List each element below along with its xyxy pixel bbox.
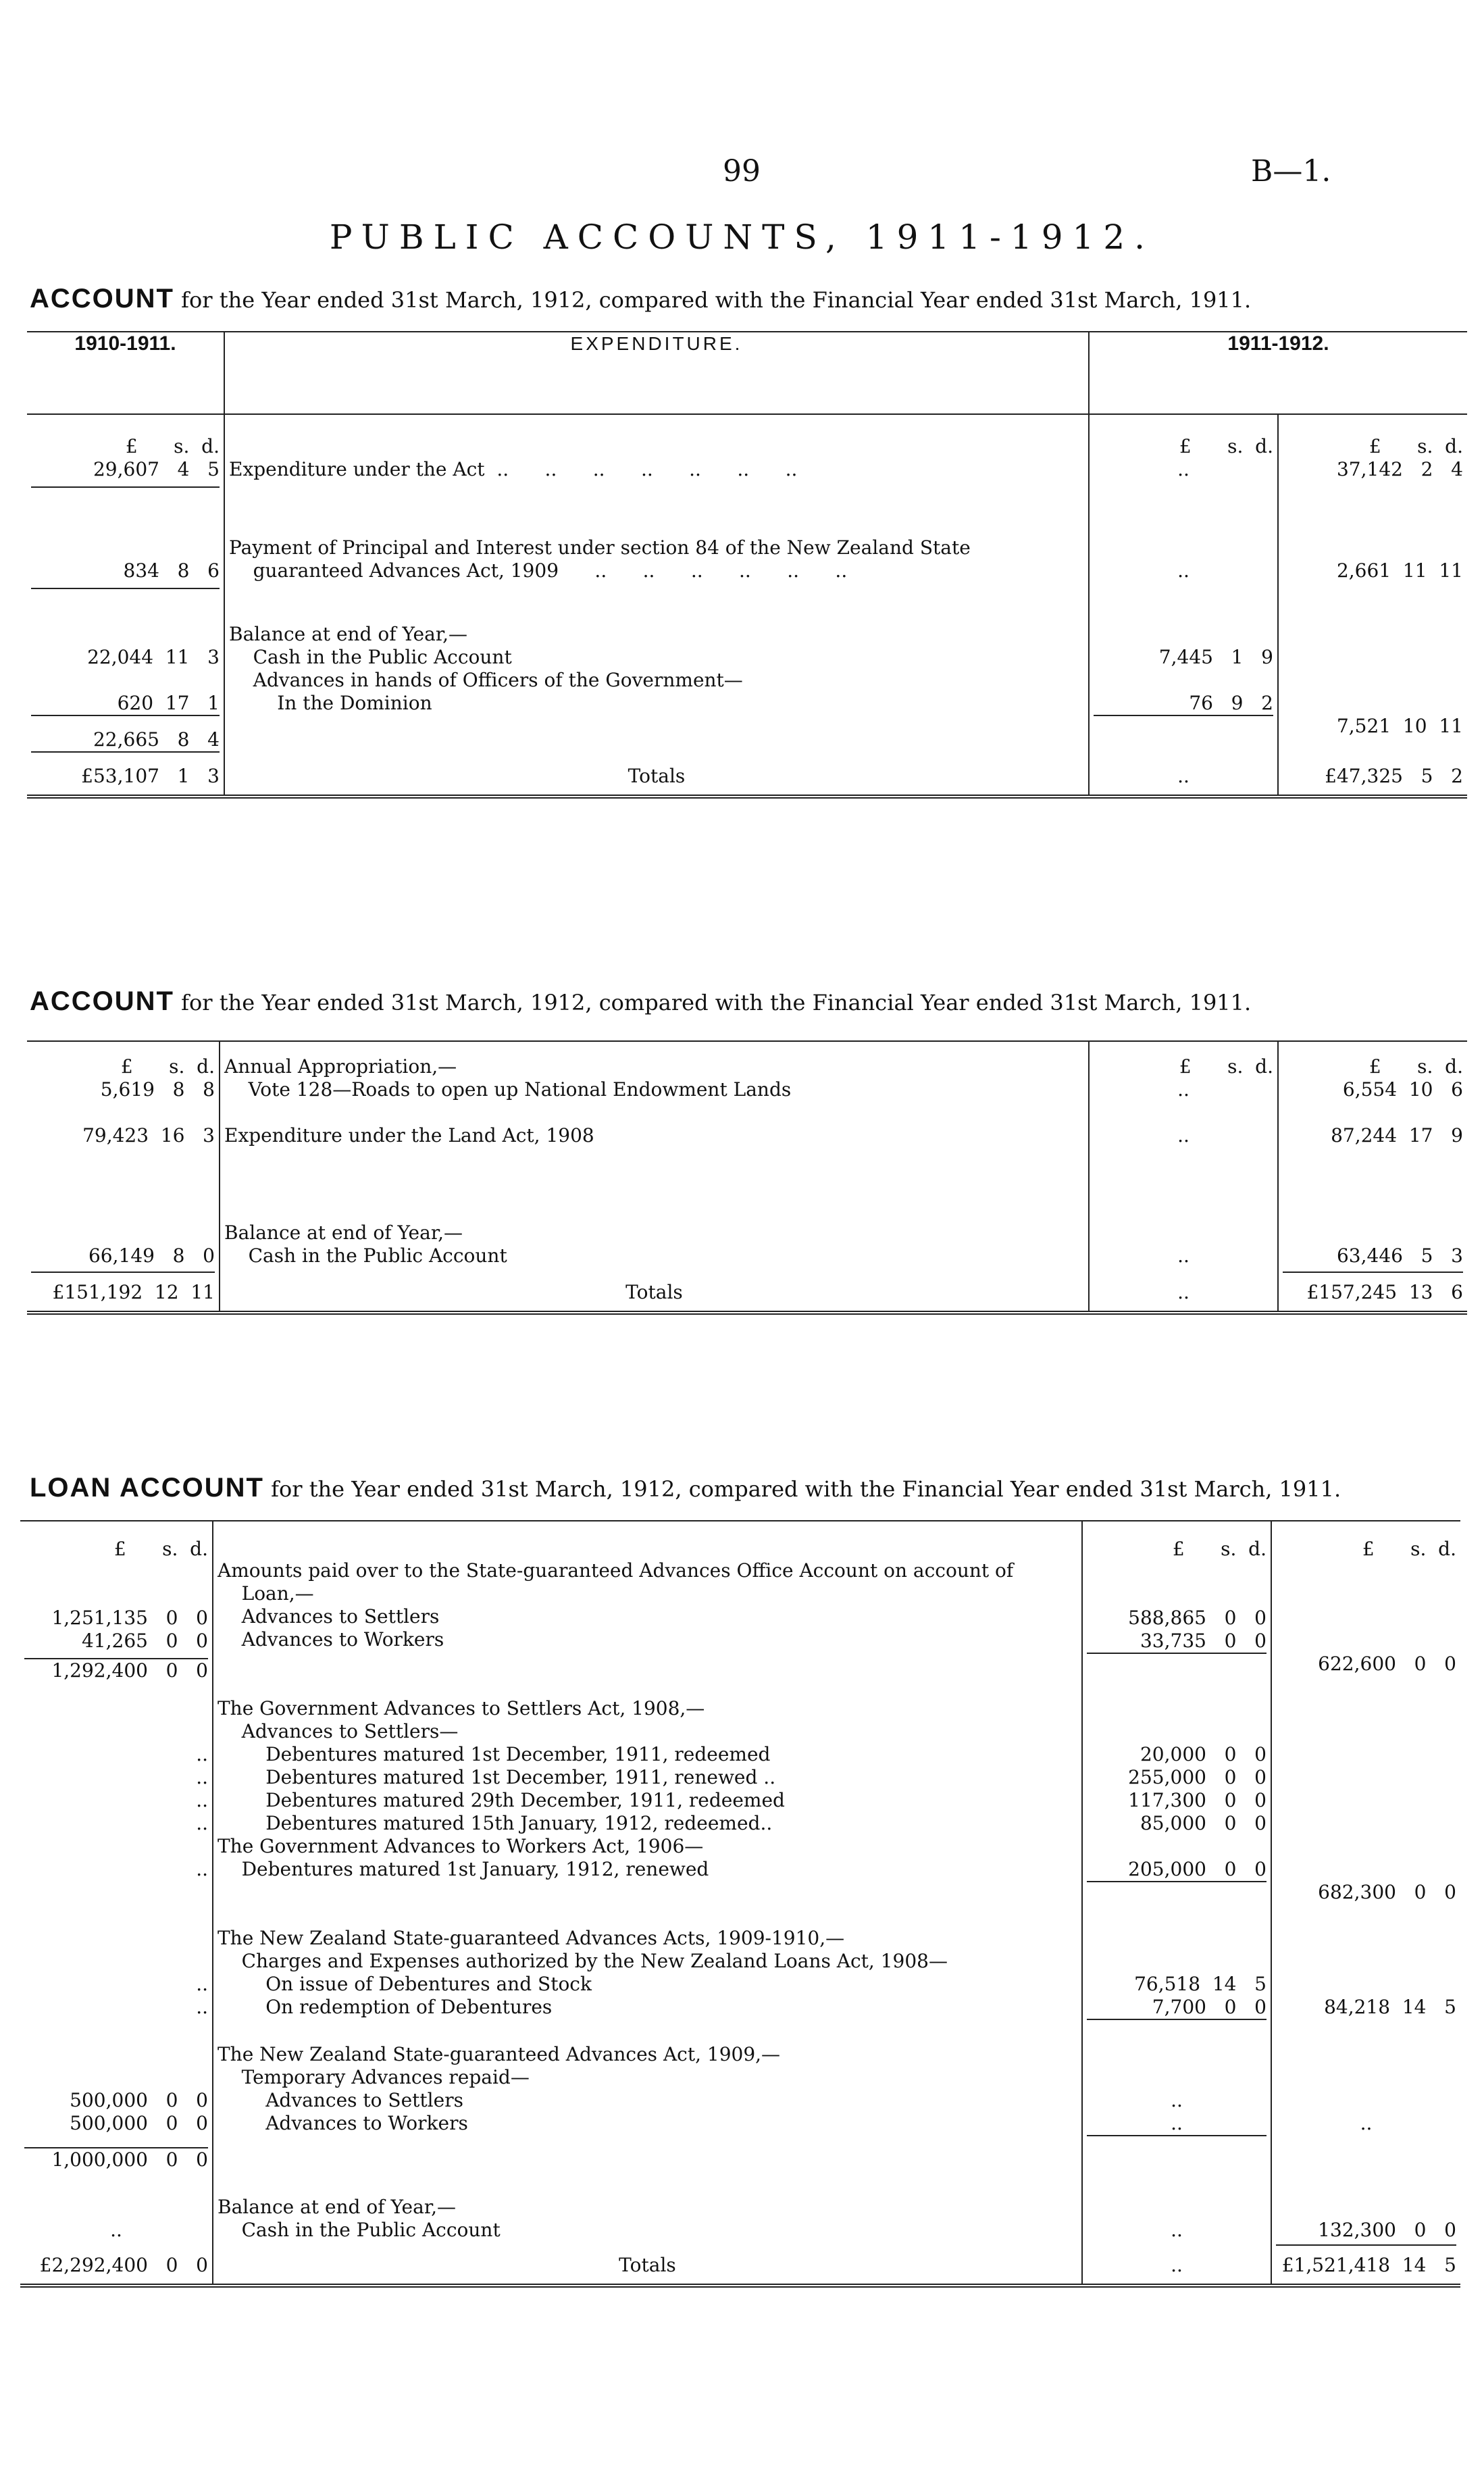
account2-row3-sub: .. bbox=[1089, 1147, 1278, 1273]
account2-title bbox=[30, 986, 1251, 1017]
account3-s5-sub: .. bbox=[1171, 2219, 1183, 2241]
account2-row1-desc: Annual Appropriation,— Vote 128—Roads to open up National Endowment Lands bbox=[224, 1055, 792, 1101]
account1-title-rest: for the Year ended 31st March, 1912, compared with the Financial Year ended 31st March, 1911. bbox=[181, 287, 1252, 313]
account2-totals-prev: £151,192 12 11 bbox=[52, 1281, 215, 1303]
account1-row3-prev2: 620 17 1 bbox=[31, 692, 220, 716]
account1-row1-sub: .. bbox=[1177, 458, 1189, 480]
account1-row3-sub2: 76 9 2 bbox=[1094, 692, 1273, 716]
account1-totals-sub: .. bbox=[1089, 753, 1278, 797]
account1-row3-sub1: 7,445 1 9 bbox=[1158, 646, 1273, 668]
account2-row2-total: 87,244 17 9 bbox=[1278, 1101, 1467, 1147]
account3-s4-prev: 500,000 0 0 500,000 0 0 bbox=[70, 2089, 208, 2134]
account3-s2-prev: .. .. .. .. .. bbox=[196, 1743, 208, 1880]
account2-row2-desc: Expenditure under the Land Act, 1908 bbox=[224, 1124, 594, 1147]
unit-label: £ s. d. bbox=[1172, 1538, 1266, 1560]
account2-title-rest: for the Year ended 31st March, 1912, compared with the Financial Year ended 31st March, 1911. bbox=[181, 990, 1252, 1015]
unit-label: £ s. d. bbox=[125, 435, 220, 457]
account3-s3-total: 84,218 14 5 bbox=[1324, 1996, 1456, 2018]
account2-table bbox=[27, 1040, 1467, 1315]
account1-title-bold: ACCOUNT bbox=[30, 284, 174, 313]
account1-table bbox=[27, 331, 1467, 799]
account1-totals-label: Totals bbox=[224, 753, 1089, 797]
account3-s2-sub: 20,000 0 0 255,000 0 0 117,300 0 0 85,000 0 0 205,000 0 0 bbox=[1087, 1697, 1266, 1882]
leader-dots: .. .. .. .. .. .. .. bbox=[484, 458, 798, 480]
account2-row3-prev: 66,149 8 0 bbox=[31, 1244, 215, 1273]
account1-row1-total: 37,142 2 4 bbox=[1336, 458, 1463, 480]
account1-row2-desc: Payment of Principal and Interest under section 84 of the New Zealand State guaranteed Advances Act, 1909 bbox=[229, 536, 971, 582]
account3-s1-sub: 588,865 0 0 33,735 0 0 bbox=[1087, 1561, 1266, 1654]
account3-s5-prev: .. bbox=[110, 2219, 122, 2241]
account3-table bbox=[20, 1520, 1460, 2288]
account3-s3-desc: The New Zealand State-guaranteed Advances Acts, 1909-1910,— Charges and Expenses authorized by the New Zealand Loans Act, 1908— On issue of Debentures and Stock On redemption of Debentures bbox=[218, 1927, 948, 2018]
account2-title-bold: ACCOUNT bbox=[30, 986, 174, 1016]
account3-title-rest: for the Year ended 31st March, 1912, compared with the Financial Year ended 31st March, 1911. bbox=[271, 1476, 1341, 1502]
account1-row2-sub: .. bbox=[1089, 488, 1278, 589]
account1-col-mid: EXPENDITURE. bbox=[224, 332, 1089, 414]
account2-row3-total: 63,446 5 3 bbox=[1283, 1244, 1463, 1273]
account1-totals-total: £47,325 5 2 bbox=[1278, 753, 1467, 797]
unit-label: £ s. d. bbox=[1368, 435, 1463, 457]
unit-label: £ s. d. bbox=[120, 1055, 215, 1078]
account3-s4-desc: The New Zealand State-guaranteed Advances Act, 1909,— Temporary Advances repaid— Advances to Settlers Advances to Workers bbox=[218, 2043, 781, 2134]
account2-row3-desc: Balance at end of Year,— Cash in the Public Account bbox=[224, 1222, 507, 1267]
account3-s1-prev-total: 1,292,400 0 0 bbox=[24, 1658, 208, 1682]
account2-row2-prev: 79,423 16 3 bbox=[82, 1124, 215, 1147]
account3-title bbox=[30, 1473, 1341, 1503]
page-number: 99 bbox=[723, 154, 761, 188]
account3-title-bold: LOAN ACCOUNT bbox=[30, 1473, 264, 1503]
unit-label: £ s. d. bbox=[1179, 1055, 1273, 1078]
account2-totals-sub: .. bbox=[1089, 1273, 1278, 1313]
account2-row1-total: 6,554 10 6 bbox=[1342, 1078, 1463, 1101]
account1-row2-total: 2,661 11 11 bbox=[1278, 488, 1467, 589]
unit-label: £ s. d. bbox=[1368, 1055, 1463, 1078]
account3-s4-prev-total: 1,000,000 0 0 bbox=[24, 2147, 208, 2171]
account3-totals-sub: .. bbox=[1082, 2246, 1271, 2286]
account3-s3-sub: 76,518 14 5 7,700 0 0 bbox=[1087, 1927, 1266, 2020]
account2-totals-label: Totals bbox=[220, 1273, 1089, 1313]
account1-totals-prev: £53,107 1 3 bbox=[81, 765, 220, 787]
account1-row1-prev: 29,607 4 5 bbox=[31, 458, 220, 488]
page-title: PUBLIC ACCOUNTS, 1911-1912. bbox=[329, 218, 1155, 257]
unit-label: £ s. d. bbox=[1362, 1538, 1456, 1560]
leader-dots: .. .. .. .. .. .. bbox=[559, 559, 848, 582]
unit-label: £ s. d. bbox=[1179, 435, 1273, 457]
account1-row3-total: 7,521 10 11 bbox=[1278, 589, 1467, 753]
account3-s3-prev: .. .. bbox=[196, 1973, 208, 2018]
account3-totals-total: £1,521,418 14 5 bbox=[1271, 2246, 1460, 2286]
account3-s2-total: 682,300 0 0 bbox=[1318, 1881, 1456, 1903]
account3-s1-total: 622,600 0 0 bbox=[1318, 1653, 1456, 1675]
account1-row3-prev-total: 22,665 8 4 bbox=[31, 716, 220, 753]
account1-row3-desc: Balance at end of Year,— Cash in the Public Account Advances in hands of Officers of the Government— In the Dominion bbox=[229, 623, 743, 714]
account3-s4-sub: .. .. bbox=[1087, 2043, 1266, 2136]
account3-s1-desc: Amounts paid over to the State-guaranteed Advances Office Account on account of Loan,— Advances to Settlers Advances to Workers bbox=[218, 1559, 1014, 1651]
account2-totals-total: £157,245 13 6 bbox=[1278, 1273, 1467, 1313]
account3-totals-label: Totals bbox=[213, 2246, 1082, 2286]
account2-row1-prev: 5,619 8 8 bbox=[100, 1078, 215, 1101]
account1-row3-prev1: 22,044 11 3 bbox=[87, 646, 220, 668]
account3-s2-desc: The Government Advances to Settlers Act, 1908,— Advances to Settlers— Debentures matured 1st December, 1911, redeemed Debentures matured 1st December, 1911, renewed .. Debentures matured 29th December, 1911, redeemed Debentures matured 15th January, 1912, redeemed.. The Government Advances to Workers Act, 1906— Debentures matured 1st January, 1912, renewed bbox=[218, 1697, 785, 1880]
account3-totals-prev: £2,292,400 0 0 bbox=[39, 2254, 208, 2276]
account1-col-prev: 1910-1911. bbox=[27, 332, 224, 414]
account2-row2-sub: .. bbox=[1089, 1101, 1278, 1147]
unit-label: £ s. d. bbox=[113, 1538, 208, 1560]
account1-title bbox=[30, 284, 1251, 314]
account3-s5-total: 132,300 0 0 bbox=[1276, 2219, 1456, 2246]
account3-s4-total: .. bbox=[1360, 2112, 1373, 2134]
account1-row1-desc: Expenditure under the Act bbox=[229, 458, 485, 480]
account3-s5-desc: Balance at end of Year,— Cash in the Public Account bbox=[218, 2196, 501, 2241]
account2-row1-sub: .. bbox=[1177, 1078, 1189, 1101]
document-code: B—1. bbox=[1251, 154, 1331, 188]
account1-col-cur: 1911-1912. bbox=[1089, 332, 1467, 414]
account1-row2-prev: 834 8 6 bbox=[31, 559, 220, 589]
account3-s1-prev: 1,251,135 0 0 41,265 0 0 bbox=[51, 1607, 208, 1652]
